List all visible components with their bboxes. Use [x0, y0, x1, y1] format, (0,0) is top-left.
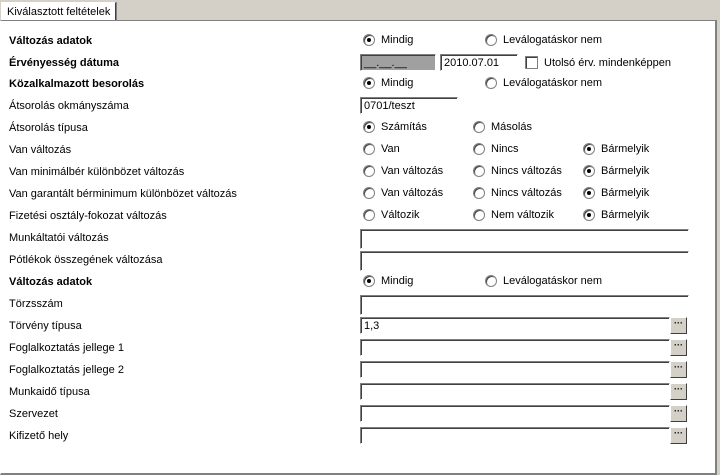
row-torzsszam [1, 294, 715, 316]
radio-dot-icon [363, 165, 375, 177]
munkaltatoi-valtozas-input[interactable] [360, 229, 689, 249]
row-ervenyesseg-datuma [1, 53, 715, 75]
row-kifizeto-hely [1, 426, 715, 448]
browse-button[interactable]: ··· [670, 383, 687, 400]
tab-bar [0, 0, 720, 20]
radio-mindig[interactable]: Mindig [363, 77, 413, 89]
row-foglalkoztatas-1 [1, 338, 715, 360]
radio-dot-icon [363, 187, 375, 199]
radio-dot-icon [473, 187, 485, 199]
browse-button[interactable]: ··· [670, 427, 687, 444]
row-garantalt-berminimum [1, 184, 715, 206]
radio-mindig[interactable]: Mindig [363, 275, 413, 287]
radio-valtozik[interactable]: Változik [363, 209, 420, 221]
date-to-input[interactable]: 2010.07.01 [440, 54, 518, 71]
row-label: Változás adatok [9, 276, 93, 288]
row-szervezet [1, 404, 715, 426]
foglalkoztatas-1-input[interactable] [360, 339, 670, 356]
radio-nem-valtozik[interactable]: Nem változik [473, 209, 554, 221]
row-label: Törvény típusa [9, 320, 82, 332]
radio-dot-icon [583, 209, 595, 221]
radio-dot-icon [583, 143, 595, 155]
checkbox-icon [525, 56, 538, 69]
potlekok-input[interactable] [360, 251, 689, 271]
radio-dot-icon [473, 165, 485, 177]
atsorolas-okmanyszama-input[interactable]: 0701/teszt [360, 97, 458, 114]
row-label: Foglalkoztatás jellege 2 [9, 364, 124, 376]
row-label: Van garantált bérminimum különbözet változás [9, 188, 237, 200]
radio-dot-icon [485, 34, 497, 46]
radio-nincs-valtozas[interactable]: Nincs változás [473, 165, 562, 177]
radio-van[interactable]: Van [363, 143, 400, 155]
radio-dot-icon [485, 77, 497, 89]
foglalkoztatas-2-input[interactable] [360, 361, 670, 378]
radio-dot-icon [363, 34, 375, 46]
radio-dot-icon [473, 209, 485, 221]
row-munkaido-tipusa [1, 382, 715, 404]
row-label: Van változás [9, 144, 72, 156]
torveny-tipusa-input[interactable]: 1,3 [360, 317, 670, 334]
row-fizetesi-osztaly [1, 206, 715, 228]
torzsszam-input[interactable] [360, 295, 689, 315]
row-label: Van minimálbér különbözet változás [9, 166, 185, 178]
row-label: Átsorolás okmányszáma [9, 100, 129, 112]
row-van-valtozas [1, 140, 715, 162]
radio-masolas[interactable]: Másolás [473, 121, 532, 133]
kifizeto-hely-input[interactable] [360, 427, 670, 444]
radio-levalogataskor-nem[interactable]: Leválogatáskor nem [485, 77, 602, 89]
radio-dot-icon [363, 77, 375, 89]
row-label: Szervezet [9, 408, 58, 420]
radio-dot-icon [583, 187, 595, 199]
radio-barmelyik[interactable]: Bármelyik [583, 209, 649, 221]
radio-barmelyik[interactable]: Bármelyik [583, 143, 649, 155]
radio-mindig[interactable]: Mindig [363, 34, 413, 46]
radio-dot-icon [473, 121, 485, 133]
row-label: Pótlékok összegének változása [9, 254, 163, 266]
radio-dot-icon [363, 143, 375, 155]
tab-kivalasztott-feltetelek[interactable]: Kiválasztott feltételek [1, 2, 116, 21]
row-label: Kifizető hely [9, 430, 69, 442]
row-label: Változás adatok [9, 35, 93, 47]
szervezet-input[interactable] [360, 405, 670, 422]
row-valtozas-adatok-2 [1, 272, 715, 294]
row-label: Munkáltatói változás [9, 232, 109, 244]
row-valtozas-adatok-1 [1, 31, 715, 53]
radio-dot-icon [485, 275, 497, 287]
row-label: Átsorolás típusa [9, 122, 88, 134]
radio-nincs[interactable]: Nincs [473, 143, 519, 155]
radio-dot-icon [583, 165, 595, 177]
row-label: Törzsszám [9, 298, 63, 310]
row-torveny-tipusa [1, 316, 715, 338]
row-munkaltatoi-valtozas [1, 228, 715, 250]
browse-button[interactable]: ··· [670, 361, 687, 378]
date-from-input[interactable]: __.__.__ [360, 54, 436, 71]
radio-van-valtozas[interactable]: Van változás [363, 187, 443, 199]
row-foglalkoztatas-2 [1, 360, 715, 382]
radio-levalogataskor-nem[interactable]: Leválogatáskor nem [485, 275, 602, 287]
browse-button[interactable]: ··· [670, 405, 687, 422]
row-label: Érvényesség dátuma [9, 57, 120, 69]
radio-dot-icon [363, 121, 375, 133]
radio-van-valtozas[interactable]: Van változás [363, 165, 443, 177]
row-potlekok [1, 250, 715, 272]
radio-barmelyik[interactable]: Bármelyik [583, 187, 649, 199]
row-atsorolas-okmanyszama [1, 96, 715, 118]
row-minimalber [1, 162, 715, 184]
row-label: Közalkalmazott besorolás [9, 78, 145, 90]
row-label: Fizetési osztály-fokozat változás [9, 210, 167, 222]
radio-dot-icon [363, 275, 375, 287]
radio-dot-icon [473, 143, 485, 155]
conditions-panel [0, 20, 717, 475]
row-label: Munkaidő típusa [9, 386, 90, 398]
radio-dot-icon [363, 209, 375, 221]
row-label: Foglalkoztatás jellege 1 [9, 342, 124, 354]
browse-button[interactable]: ··· [670, 317, 687, 334]
browse-button[interactable]: ··· [670, 339, 687, 356]
row-atsorolas-tipusa [1, 118, 715, 140]
row-kozalkalmazott-besorolas [1, 74, 715, 96]
radio-nincs-valtozas[interactable]: Nincs változás [473, 187, 562, 199]
checkbox-utolso-erv[interactable]: Utolsó érv. mindenképpen [525, 56, 671, 69]
radio-levalogataskor-nem[interactable]: Leválogatáskor nem [485, 34, 602, 46]
radio-barmelyik[interactable]: Bármelyik [583, 165, 649, 177]
munkaido-tipusa-input[interactable] [360, 383, 670, 400]
radio-szamitas[interactable]: Számítás [363, 121, 427, 133]
